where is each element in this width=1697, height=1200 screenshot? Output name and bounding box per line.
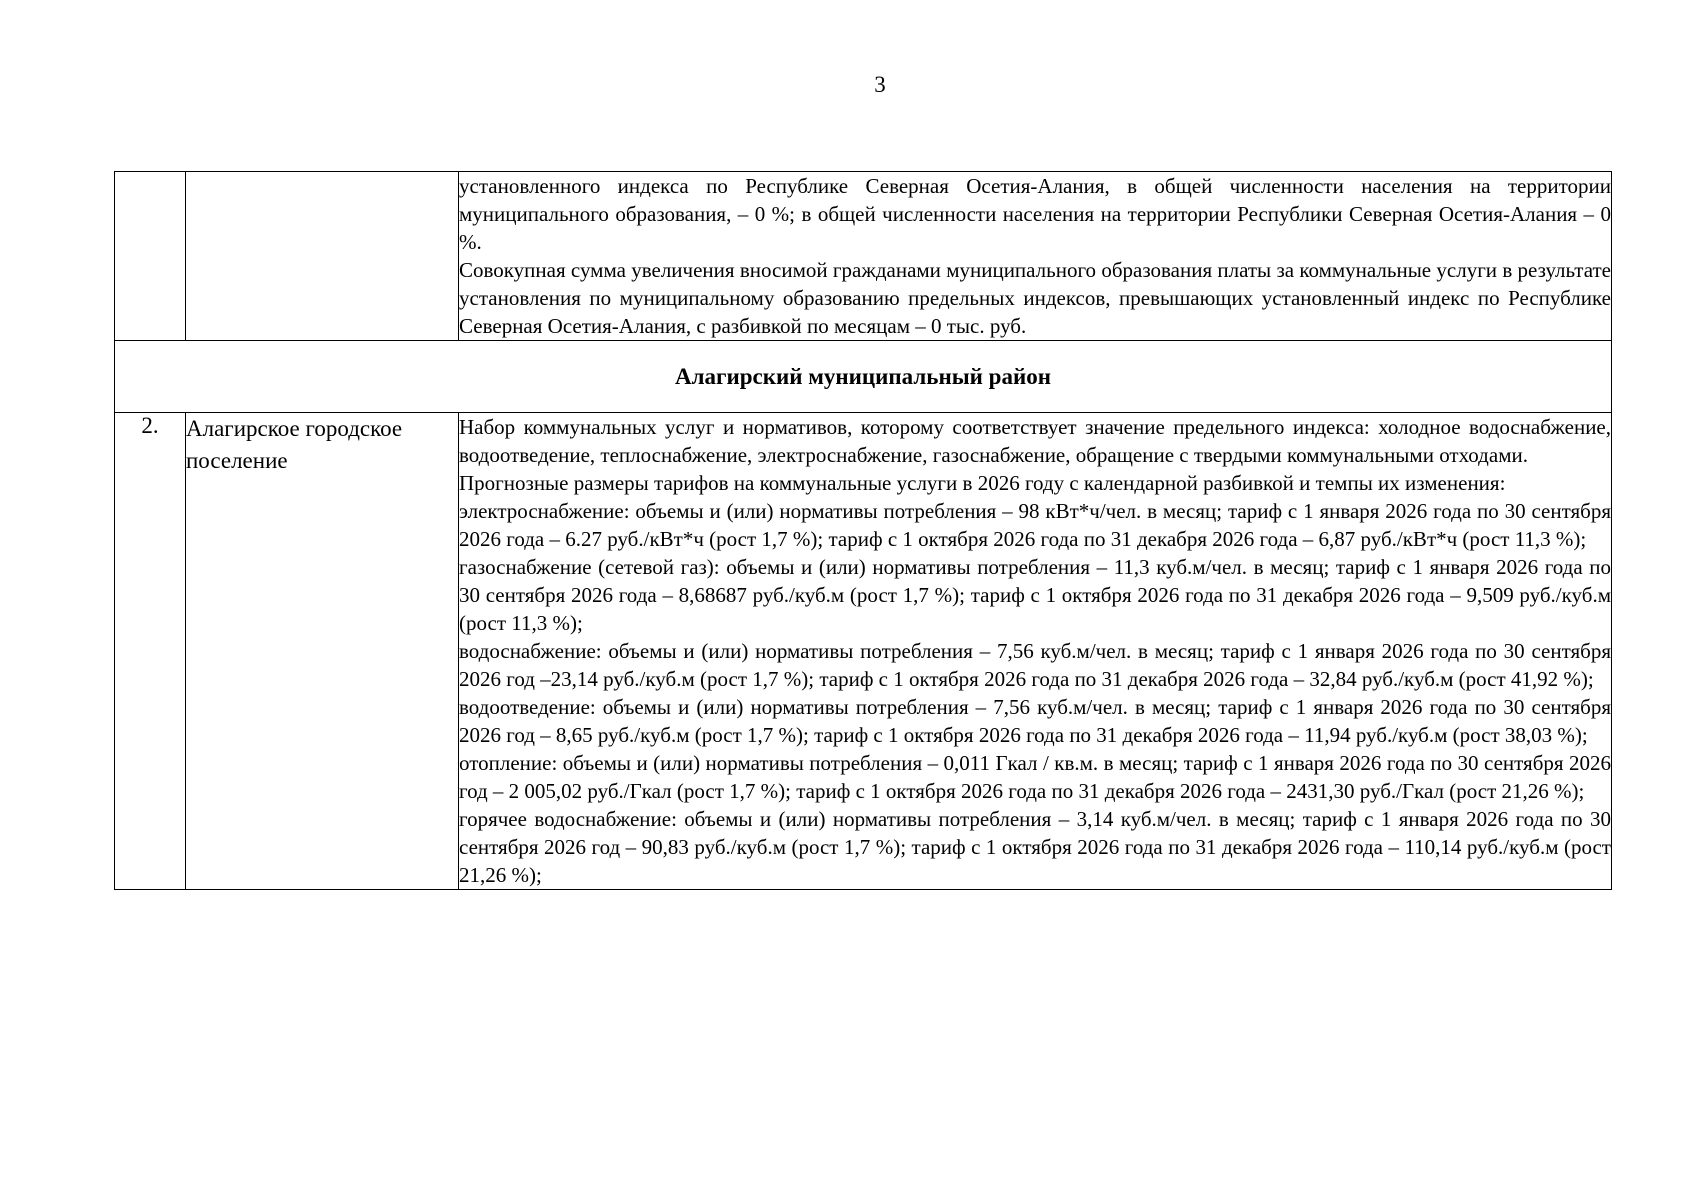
row-name-cell (186, 172, 459, 341)
text-paragraph: водоснабжение: объемы и (или) нормативы потребления – 7,56 куб.м/чел. в месяц; тариф с 1 января 2026 года по 30 сентября 2026 год –23,14 руб./куб.м (рост 1,7 %); тариф с 1 октября 2026 года по 31 декабря 2026 года – 32,84 руб./куб.м (рост 41,92 %); (459, 639, 1611, 691)
text-paragraph: отопление: объемы и (или) нормативы потребления – 0,011 Гкал / кв.м. в месяц; тариф с 1 января 2026 года по 30 сентября 2026 год – 2 005,02 руб./Гкал (рост 1,7 %); тариф с 1 октября 2026 года по 31 декабря 2026 года – 2431,30 руб./Гкал (рост 21,26 %); (459, 751, 1611, 803)
row-number-cell: 2. (115, 413, 186, 890)
text-paragraph: Набор коммунальных услуг и нормативов, которому соответствует значение предельного индекса: холодное водоснабжение, водоотведение, теплоснабжение, электроснабжение, газоснабжение, обращение с твердыми коммунальными отходами. (459, 415, 1611, 467)
row-name-cell: Алагирское городское поселение (186, 413, 459, 890)
text-paragraph: Прогнозные размеры тарифов на коммунальные услуги в 2026 году с календарной разбивкой и темпы их изменения: (459, 471, 1506, 495)
page-number: 3 (874, 72, 886, 97)
table-row-continuation (115, 172, 1612, 341)
text-paragraph: установленного индекса по Республике Северная Осетия-Алания, в общей численности населения на территории муниципального образования, – 0 %; в общей численности населения на территории Республики Северная Осетия-Алания – 0 %. (459, 174, 1611, 254)
district-heading-row (115, 341, 1612, 413)
table-row-entry (115, 413, 1612, 890)
text-paragraph: газоснабжение (сетевой газ): объемы и (или) нормативы потребления – 11,3 куб.м/чел. в месяц; тариф с 1 января 2026 года по 30 сентября 2026 года – 8,68687 руб./куб.м (рост 1,7 %); тариф с 1 октября 2026 года по 31 декабря 2026 года – 9,509 руб./куб.м (рост 11,3 %); (459, 555, 1611, 635)
row-text-cell (459, 413, 1612, 890)
district-heading: Алагирский муниципальный район (115, 341, 1612, 413)
tariff-table (114, 171, 1612, 890)
text-paragraph: водоотведение: объемы и (или) нормативы потребления – 7,56 куб.м/чел. в месяц; тариф с 1 января 2026 года по 30 сентября 2026 год – 8,65 руб./куб.м (рост 1,7 %); тариф с 1 октября 2026 года по 31 декабря 2026 года – 11,94 руб./куб.м (рост 38,03 %); (459, 695, 1611, 747)
text-paragraph: электроснабжение: объемы и (или) нормативы потребления – 98 кВт*ч/чел. в месяц; тариф с 1 января 2026 года по 30 сентября 2026 года – 6.27 руб./кВт*ч (рост 1,7 %); тариф с 1 октября 2026 года по 31 декабря 2026 года – 6,87 руб./кВт*ч (рост 11,3 %); (459, 499, 1611, 551)
row-text-cell (459, 172, 1612, 341)
text-paragraph: Совокупная сумма увеличения вносимой гражданами муниципального образования платы за коммунальные услуги в результате установления по муниципальному образованию предельных индексов, превышающих установленный индекс по Республике Северная Осетия-Алания, с разбивкой по месяцам – 0 тыс. руб. (459, 258, 1611, 338)
text-paragraph: горячее водоснабжение: объемы и (или) нормативы потребления – 3,14 куб.м/чел. в месяц; тариф с 1 января 2026 года по 30 сентября 2026 год – 90,83 руб./куб.м (рост 1,7 %); тариф с 1 октября 2026 года по 31 декабря 2026 года – 110,14 руб./куб.м (рост 21,26 %); (459, 807, 1611, 887)
row-number-cell (115, 172, 186, 341)
